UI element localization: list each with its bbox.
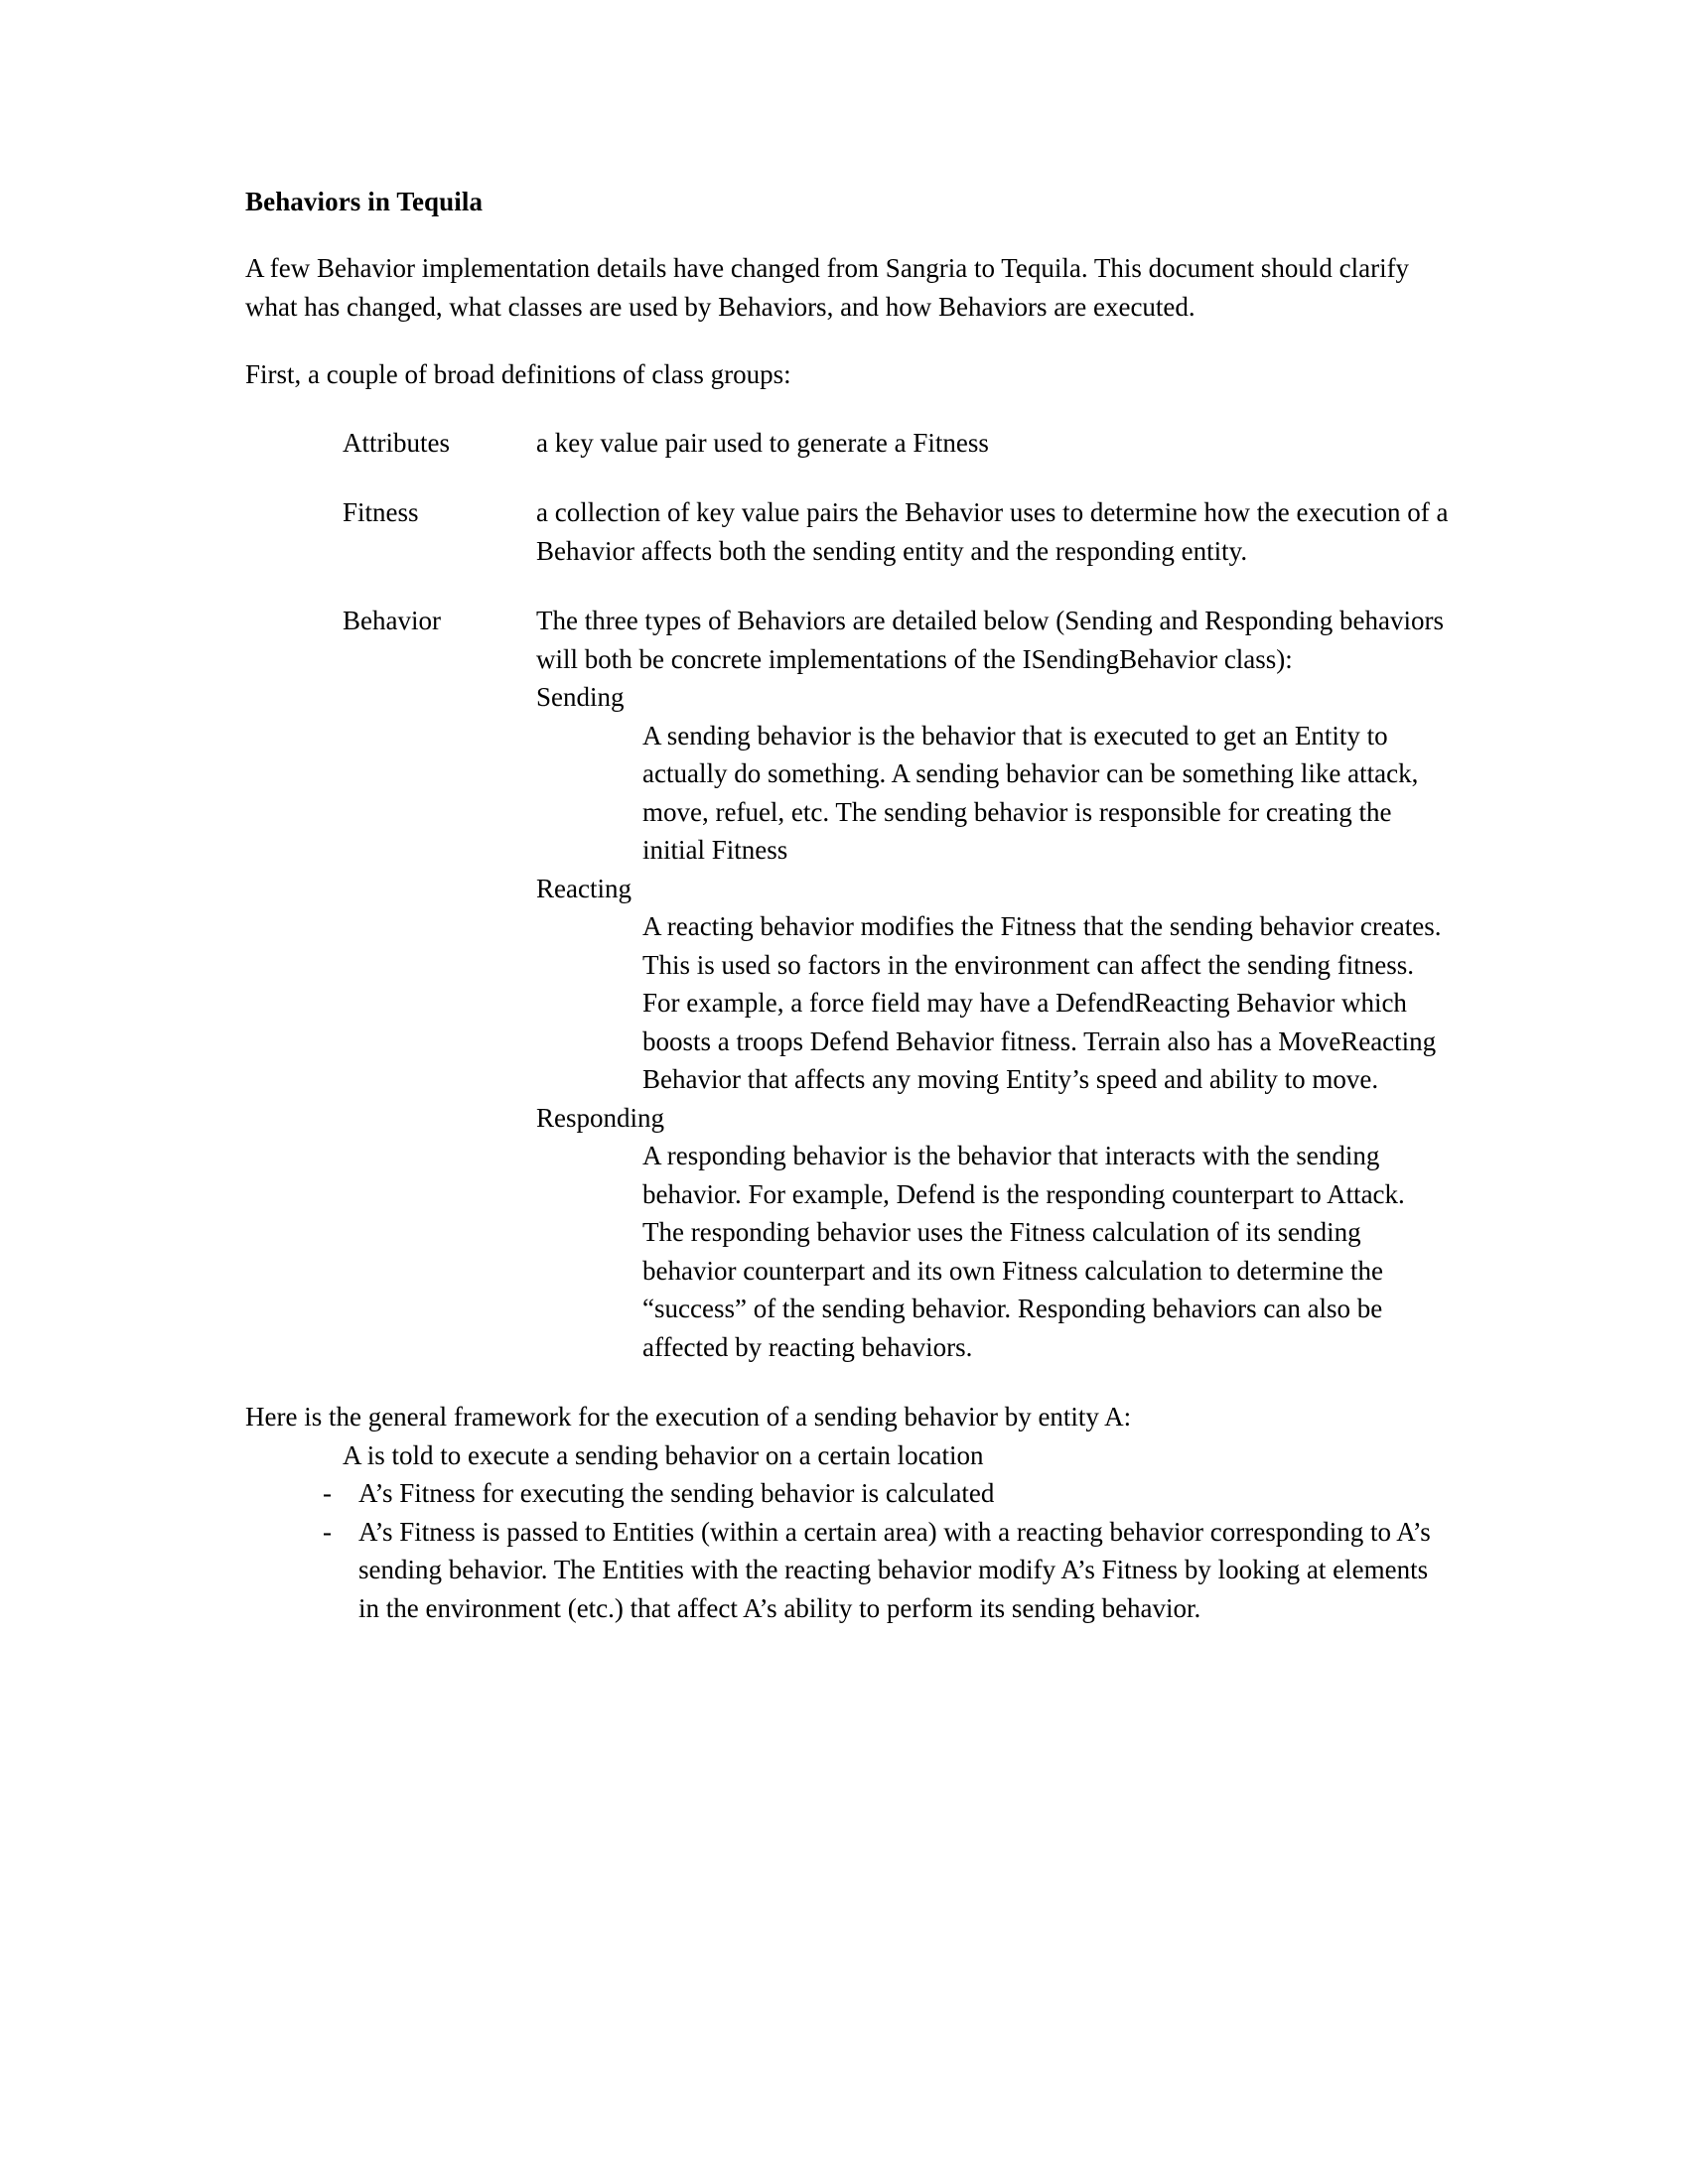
framework-bullet-text: A’s Fitness for executing the sending behavior is calculated	[358, 1478, 995, 1508]
subsection-body-reacting: A reacting behavior modifies the Fitness that the sending behavior creates. This is used so factors in the environment can affect the sending fitness. For example, a force field may have a DefendReacting Behavior which boosts a troops Defend Behavior fitness. Terrain also has a MoveReacting Behavior that affects any moving Entity’s speed and ability to move.	[642, 911, 1442, 1094]
subsection-heading-reacting: Reacting	[536, 873, 632, 903]
definition-list	[245, 424, 1450, 1367]
definition-term: Behavior	[343, 606, 441, 635]
definition-row-behavior	[245, 602, 1450, 1366]
framework-intro: Here is the general framework for the execution of a sending behavior by entity A:	[245, 1402, 1132, 1432]
intro-paragraph: A few Behavior implementation details have changed from Sangria to Tequila. This document should clarify what has changed, what classes are used by Behaviors, and how Behaviors are executed.	[245, 253, 1410, 322]
definition-body-text: The three types of Behaviors are detailed below (Sending and Responding behaviors will both be concrete implementations of the ISendingBehavior class):	[536, 606, 1444, 674]
document-content	[245, 189, 1450, 1627]
framework-bullet-item	[245, 1474, 1450, 1513]
framework-bullet-item	[245, 1513, 1450, 1628]
definitions-lead: First, a couple of broad definitions of class groups:	[245, 359, 791, 389]
definition-row-fitness	[245, 493, 1450, 570]
framework-bullet-text: A’s Fitness is passed to Entities (within a certain area) with a reacting behavior corresponding to A’s sending behavior. The Entities with the reacting behavior modify A’s Fitness by looking at elements in the environment (etc.) that affect A’s ability to perform its sending behavior.	[358, 1516, 1431, 1623]
subsection-heading-sending: Sending	[536, 682, 625, 712]
bullet-marker-icon: -	[323, 1478, 332, 1508]
subsection-heading-responding: Responding	[536, 1102, 665, 1133]
page-title: Behaviors in Tequila	[245, 187, 484, 216]
definition-body: a collection of key value pairs the Behavior uses to determine how the execution of a Behavior affects both the sending entity and the responding entity.	[536, 497, 1449, 566]
framework-section	[245, 1398, 1450, 1627]
subsection-body-sending: A sending behavior is the behavior that is executed to get an Entity to actually do something. A sending behavior can be something like attack, move, refuel, etc. The sending behavior is responsible for creating the initial Fitness	[642, 720, 1419, 865]
bullet-marker-icon: -	[323, 1516, 332, 1547]
subsection-body-responding: A responding behavior is the behavior that interacts with the sending behavior. For example, Defend is the responding counterpart to Attack. The responding behavior uses the Fitness calculation of its sending behavior counterpart and its own Fitness calculation to determine the “success” of the sending behavior. Responding behaviors can also be affected by reacting behaviors.	[642, 1141, 1405, 1362]
definition-body	[536, 602, 1450, 1366]
framework-lead: A is told to execute a sending behavior on a certain location	[343, 1439, 984, 1470]
definition-term: Attributes	[343, 427, 450, 458]
definition-term: Fitness	[343, 497, 419, 527]
definition-row-attributes	[245, 424, 1450, 463]
definition-body: a key value pair used to generate a Fitness	[536, 427, 989, 458]
